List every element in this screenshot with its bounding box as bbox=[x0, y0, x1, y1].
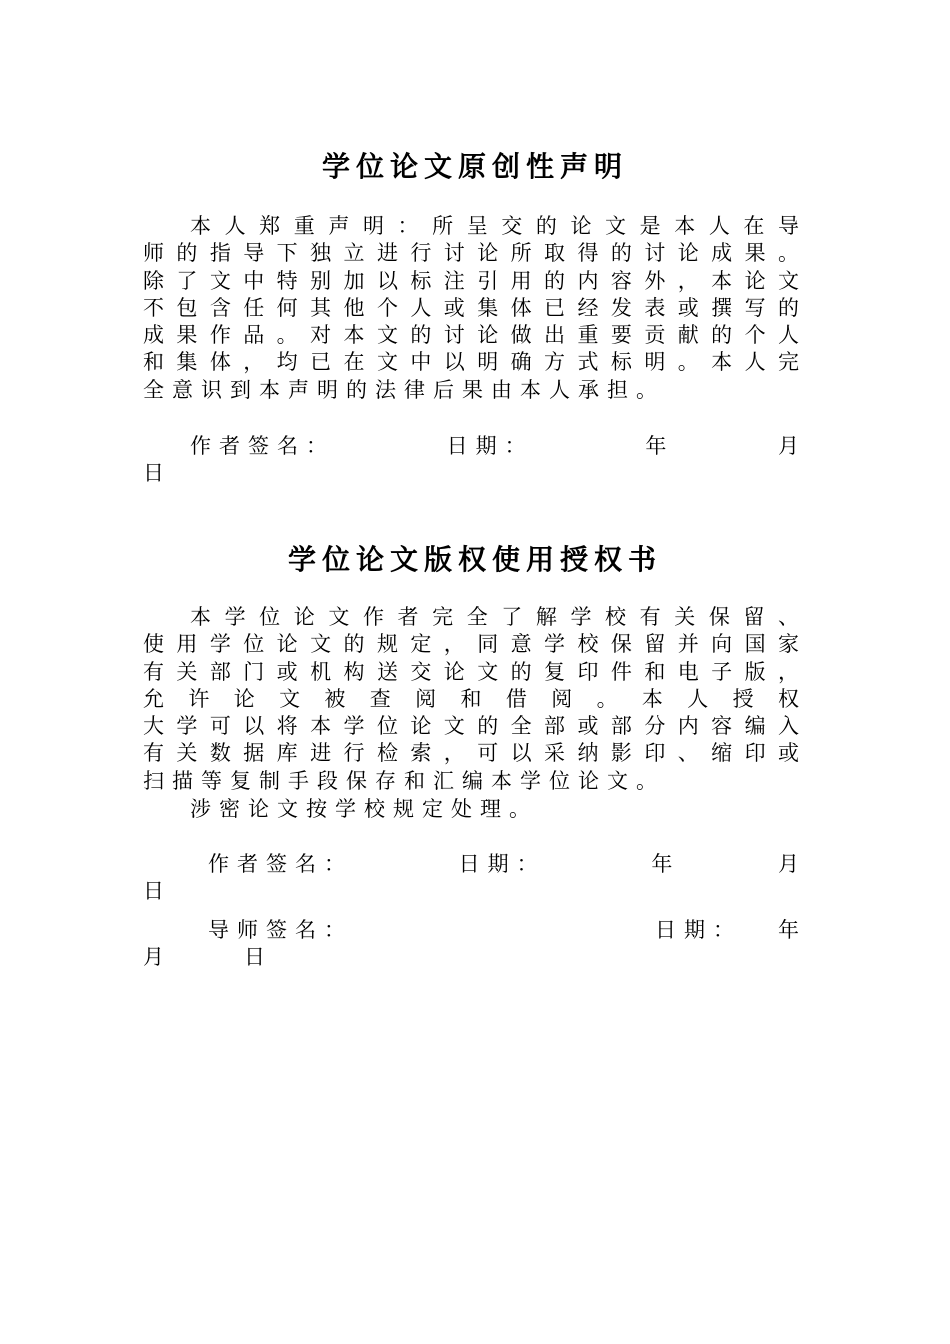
supervisor-signature-block bbox=[143, 917, 799, 971]
year-label: 年 bbox=[778, 918, 799, 942]
declaration-title: 学位论文原创性声明 bbox=[321, 150, 628, 183]
year-label: 年 bbox=[645, 434, 667, 458]
declaration-line: 全意识到本声明的法律后果由本人承担。 bbox=[143, 377, 665, 402]
authorization-line: 使用学位论文的规定，同意学校保留并向国家 bbox=[143, 632, 799, 657]
month-label: 月 bbox=[777, 852, 799, 876]
authorization-line: 本学位论文作者完全了解学校有关保留、 bbox=[190, 605, 799, 629]
declaration-body bbox=[143, 213, 799, 404]
declaration-line: 本人郑重声明：所呈交的论文是本人在导 bbox=[190, 214, 799, 238]
day-label: 日 bbox=[143, 461, 164, 485]
declaration-signature-block bbox=[143, 433, 799, 487]
declaration-line: 除了文中特别加以标注引用的内容外，本论文 bbox=[143, 268, 799, 293]
year-label: 年 bbox=[651, 852, 673, 876]
author-signature-label: 作者签名： bbox=[190, 434, 335, 458]
month-label: 月 bbox=[143, 945, 164, 969]
day-label: 日 bbox=[244, 945, 265, 969]
authorization-line: 扫描等复制手段保存和汇编本学位论文。 bbox=[143, 768, 665, 793]
month-label: 月 bbox=[777, 434, 799, 458]
date-label: 日期： bbox=[446, 434, 534, 458]
date-label: 日期： bbox=[655, 918, 742, 942]
author-signature-label: 作者签名： bbox=[208, 852, 353, 876]
authorization-body bbox=[143, 604, 799, 795]
secret-note: 涉密论文按学校规定处理。 bbox=[190, 797, 538, 821]
declaration-line: 和集体，均已在文中以明确方式标明。本人完 bbox=[143, 350, 799, 375]
author-signature-block bbox=[143, 851, 799, 905]
authorization-line: 允许论文被查阅和借阅。本人授权 bbox=[143, 686, 799, 711]
declaration-line: 师的指导下独立进行讨论所取得的讨论成果。 bbox=[143, 241, 799, 266]
authorization-title: 学位论文版权使用授权书 bbox=[287, 543, 662, 576]
supervisor-signature-label: 导师签名： bbox=[208, 918, 353, 942]
authorization-line: 大学可以将本学位论文的全部或部分内容编入 bbox=[143, 714, 799, 739]
day-label: 日 bbox=[143, 879, 164, 903]
secret-note-block bbox=[143, 796, 799, 823]
date-label: 日期： bbox=[458, 852, 546, 876]
authorization-line: 有关部门或机构送交论文的复印件和电子版， bbox=[143, 659, 799, 684]
declaration-line: 成果作品。对本文的讨论做出重要贡献的个人 bbox=[143, 323, 799, 348]
authorization-line: 有关数据库进行检索，可以采纳影印、缩印或 bbox=[143, 741, 799, 766]
declaration-line: 不包含任何其他个人或集体已经发表或撰写的 bbox=[143, 295, 799, 320]
